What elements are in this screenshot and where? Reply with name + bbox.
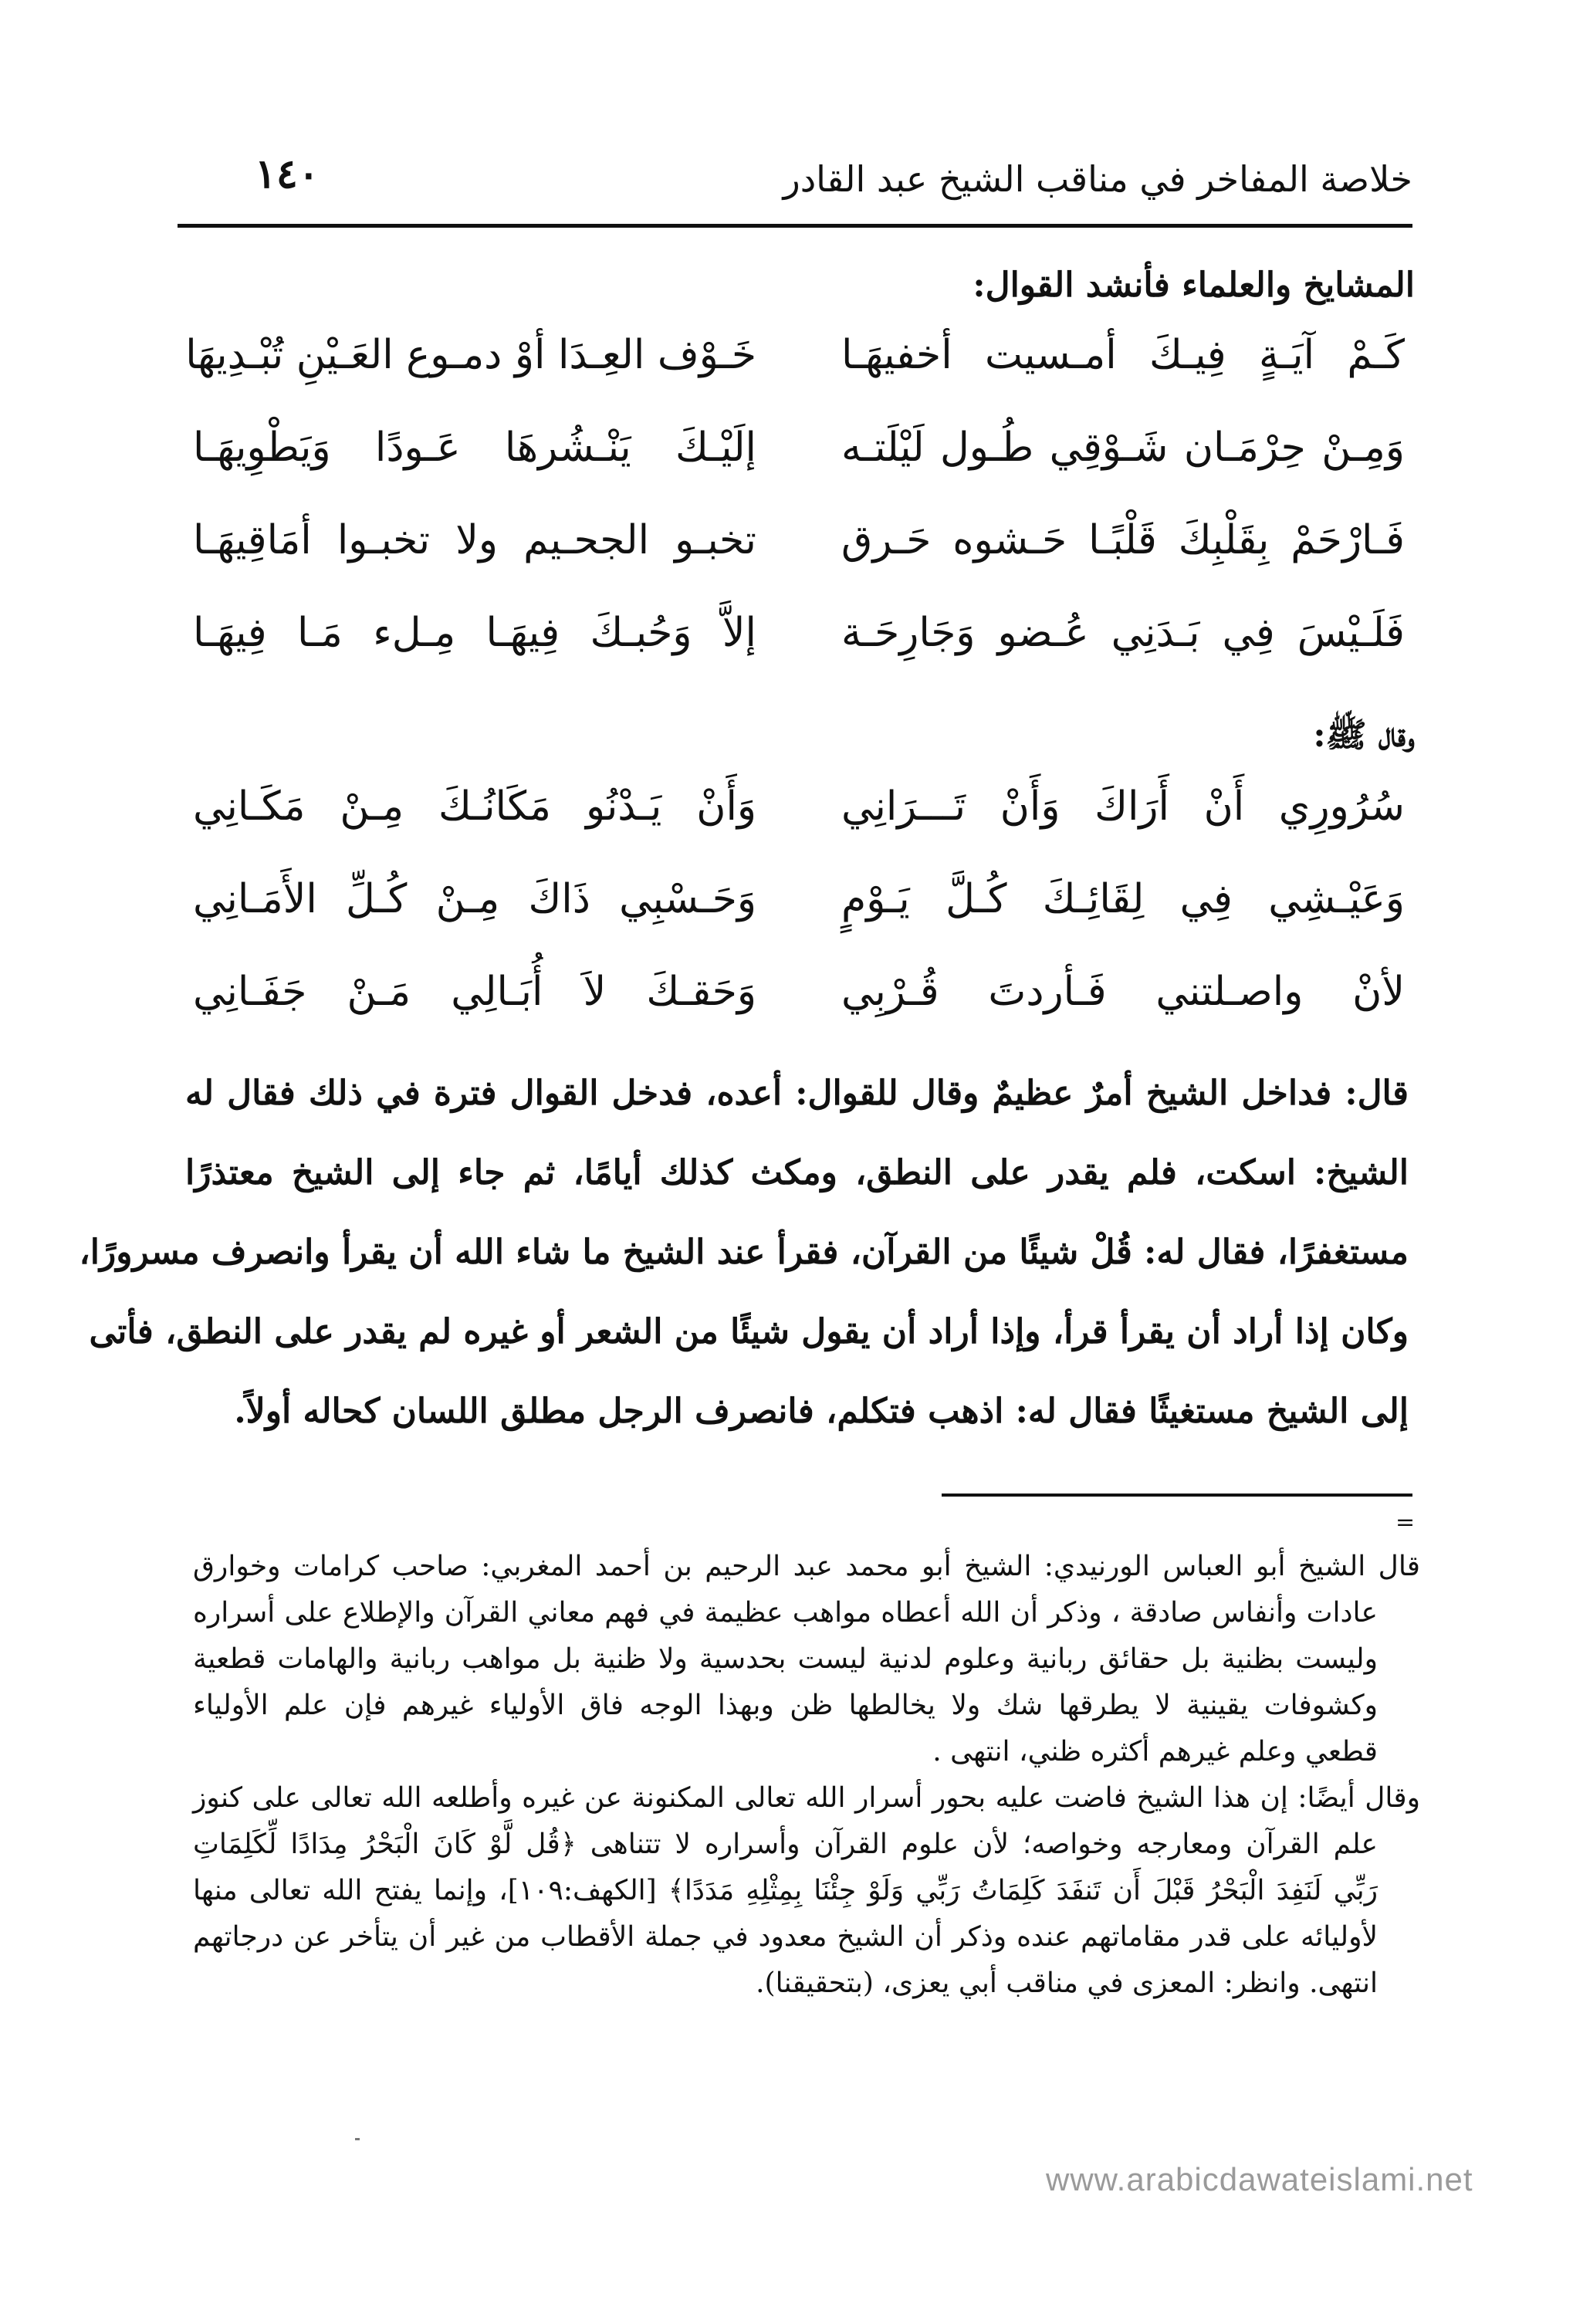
verse-row bbox=[193, 864, 1405, 957]
verse-row bbox=[193, 413, 1405, 506]
verse-second-hemistich: إلَيْـكَ يَنْـشُرهَا عَـودًا وَيَطْوِيهَـا bbox=[193, 425, 756, 471]
verse-row bbox=[193, 957, 1405, 1050]
footnote-line: قطعي وعلم غيرهم أكثره ظني، انتهى . bbox=[932, 1736, 1378, 1768]
footnote-line: انتهى. وانظر: المعزى في مناقب أبي يعزى، (بتحقيقنا). bbox=[756, 1967, 1378, 1999]
website-watermark: www.arabicdawateislami.net bbox=[1046, 2161, 1473, 2197]
verse-second-hemistich: إلاَّ وَحُبـكَ فِيهَـا مِـلء مَـا فِيهَـا bbox=[193, 610, 756, 656]
verse-second-hemistich: وَحَـسْبِي ذَاكَ مِـنْ كُـلِّ الأَمَـانِي bbox=[193, 876, 756, 922]
page-header bbox=[178, 151, 1412, 220]
verse-first-hemistich: وَمِـنْ حِرْمَـان شَـوْقِي طُـول لَيْلَتـه bbox=[841, 425, 1405, 471]
paragraph-line: قال: فداخل الشيخ أمرٌ عظيمٌ وقال للقوال: أعده، فدخل القوال فترة في ذلك فقال له bbox=[185, 1074, 1409, 1113]
body-paragraph bbox=[79, 1054, 1409, 1451]
paragraph-line: مستغفرًا، فقال له: قُلْ شيئًا من القرآن، فقرأ عند الشيخ ما شاء الله أن يقرأ وانصرف مسرورًا، bbox=[79, 1233, 1409, 1272]
verse-row bbox=[193, 598, 1405, 691]
footnote-line: وكشوفات يقينية لا يطرقها شك ولا يخالطها ظن وبهذا الوجه فاق الأولياء غيرهم فإن علم الأولياء bbox=[193, 1690, 1378, 1721]
verse-first-hemistich: فَلَـيْسَ فِي بَـدَنِي عُـضو وَجَارِحَـة bbox=[841, 610, 1405, 656]
running-title: خلاصة المفاخر في مناقب الشيخ عبد القادر bbox=[783, 158, 1412, 200]
footnote-line: وليست بظنية بل حقائق ربانية وعلوم لدنية ليست بحدسية ولا ظنية بل مواهب ربانية والهامات قطعية bbox=[193, 1643, 1378, 1675]
scan-speck bbox=[355, 2138, 360, 2140]
paragraph-line: إلى الشيخ مستغيثًا فقال له: اذهب فتكلم، فانصرف الرجل مطلق اللسان كحاله أولاً. bbox=[234, 1392, 1409, 1431]
poem-first bbox=[185, 320, 1405, 691]
footnote-separator bbox=[942, 1494, 1412, 1497]
footnote-line: قال الشيخ أبو العباس الورنيدي: الشيخ أبو محمد عبد الرحيم بن أحمد المغربي: صاحب كرامات وخوارق bbox=[193, 1551, 1420, 1582]
header-rule bbox=[178, 224, 1412, 228]
poem-second bbox=[193, 772, 1405, 1050]
verse-second-hemistich: تخبـو الجحـيم ولا تخبـوا أمَاقِيهَـا bbox=[193, 517, 756, 563]
verse-row bbox=[185, 320, 1405, 413]
footnote-line: رَبِّي لَنَفِدَ الْبَحْرُ قَبْلَ أَن تَنفَدَ كَلِمَاتُ رَبِّي وَلَوْ جِئْنَا بِمِثْلِهِ مَدَدًا﴾ [الكهف:١٠٩]، وإنما يفتح الله تعالى منها bbox=[193, 1875, 1378, 1906]
footnote-line: وقال أيضًا: إن هذا الشيخ فاضت عليه بحور أسرار الله تعالى المكنونة عن غيره وأطلعه الله تعالى على كنوز bbox=[193, 1782, 1420, 1814]
verse-second-hemistich: خَـوْف العِـدَا أوْ دمـوع العَـيْنِ تُبْـدِيهَا bbox=[185, 332, 756, 378]
verse-second-hemistich: وَحَقـكَ لاَ أُبَـالِي مَـنْ جَفَـانِي bbox=[193, 969, 756, 1015]
verse-row bbox=[193, 772, 1405, 864]
page-number: ١٤٠ bbox=[255, 151, 320, 198]
paragraph-line: وكان إذا أراد أن يقرأ قرأ، وإذا أراد أن يقول شيئًا من الشعر أو غيره لم يقدر على النطق، فأتى bbox=[89, 1312, 1409, 1351]
verse-first-hemistich: كَـمْ آيَـةٍ فِيـكَ أمـسيت أخفيهَـا bbox=[841, 332, 1405, 378]
verse-first-hemistich: وَعَيْـشِي فِي لِقَائِـكَ كُـلَّ يَـوْمٍ bbox=[841, 876, 1405, 922]
footnotes bbox=[193, 1544, 1420, 2007]
intro-line: المشايخ والعلماء فأنشد القوال: bbox=[973, 266, 1415, 305]
verse-second-hemistich: وَأَنْ يَـدْنُو مَكَانُـكَ مِـنْ مَكَـانِي bbox=[193, 783, 756, 830]
paragraph-line: الشيخ: اسكت، فلم يقدر على النطق، ومكث كذلك أيامًا، ثم جاء إلى الشيخ معتذرًا bbox=[185, 1153, 1409, 1192]
verse-row bbox=[193, 506, 1405, 598]
poem-intro-line: وقال ﷺ: bbox=[1313, 715, 1415, 755]
footnote-line: علم القرآن ومعارجه وخواصه؛ لأن علوم القرآن وأسراره لا تتناهى ﴿قُل لَّوْ كَانَ الْبَحْرُ مِدَادًا لِّكَلِمَاتِ bbox=[193, 1828, 1378, 1860]
verse-first-hemistich: فَـارْحَمْ بِقَلْبِكَ قَلْبًـا حَـشوه حَـرق bbox=[841, 517, 1405, 563]
footnote-line: لأوليائه على قدر مقاماتهم عنده وذكر أن الشيخ معدود في جملة الأقطاب من غير أن يتأخر عن درجاتهم bbox=[193, 1921, 1378, 1953]
footnote-line: عادات وأنفاس صادقة ، وذكر أن الله أعطاه مواهب عظيمة في فهم معاني القرآن والإطلاع على أسراره bbox=[193, 1597, 1378, 1629]
verse-first-hemistich: لأنْ واصـلتني فَـأردتَ قُـرْبِي bbox=[841, 969, 1405, 1015]
verse-first-hemistich: سُرُورِي أَنْ أَرَاكَ وَأَنْ تَـــرَانِي bbox=[841, 783, 1405, 830]
footnote-continuation-mark: = bbox=[1395, 1509, 1416, 1536]
